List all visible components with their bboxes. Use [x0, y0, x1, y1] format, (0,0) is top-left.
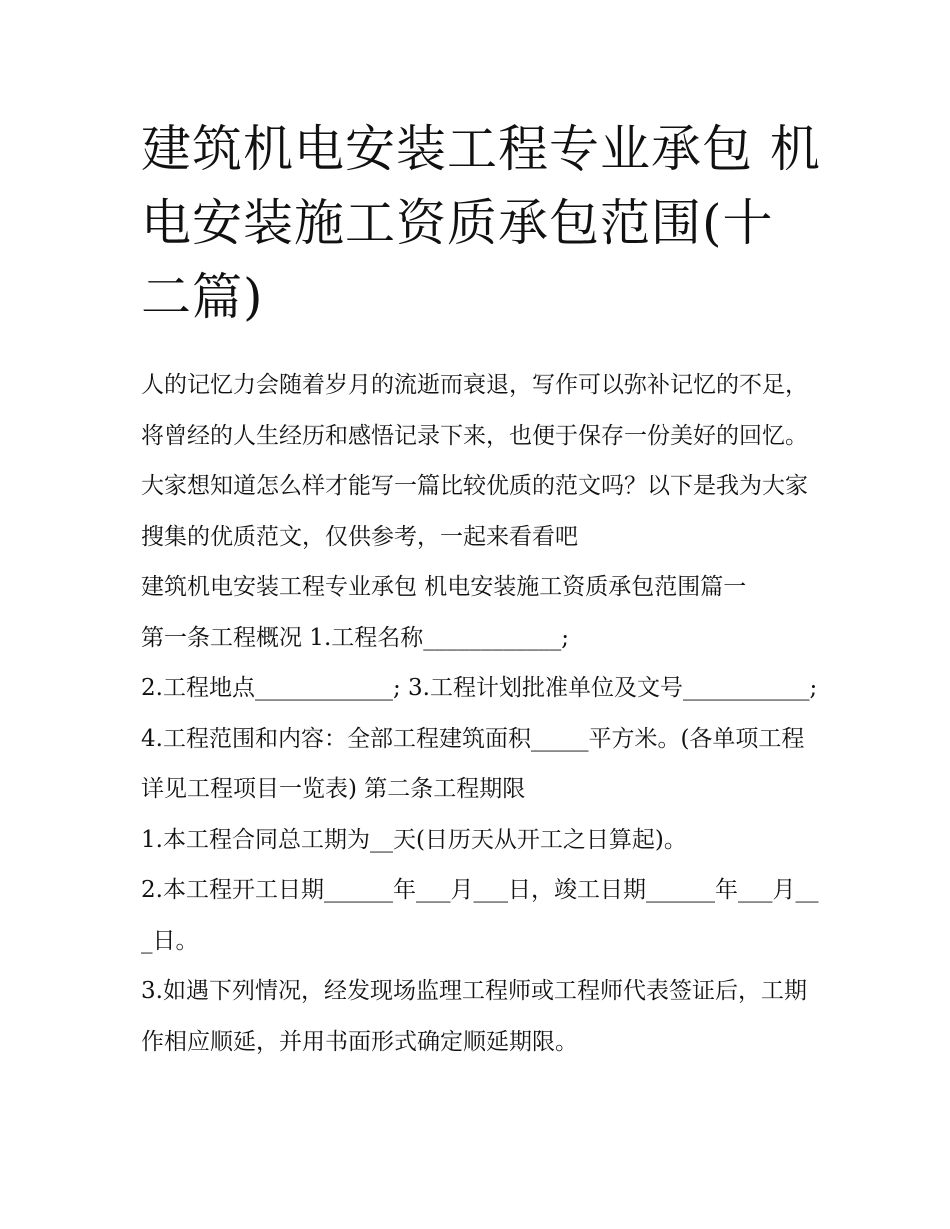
- section-heading: 建筑机电安装工程专业承包 机电安装施工资质承包范围篇一: [141, 574, 747, 600]
- document-title: 建筑机电安装工程专业承包 机电安装施工资质承包范围(十二篇): [141, 120, 821, 326]
- clause-project-scope: 4.工程范围和内容：全部工程建筑面积_____平方米。(各单项工程详见工程项目一览表) 第二条工程期限: [141, 725, 805, 802]
- clause-extension: 3.如遇下列情况，经发现场监理工程师或工程师代表签证后，工期作相应顺延，并用书面形式确定顺延期限。: [141, 978, 807, 1055]
- clause-project-location: 2.工程地点____________; 3.工程计划批准单位及文号___________;: [141, 675, 818, 701]
- clause-start-end-dates: 2.本工程开工日期______年___月___日，竣工日期______年___月___日。: [141, 877, 819, 954]
- clause-total-duration: 1.本工程合同总工期为__天(日历天从开工之日算起)。: [141, 826, 687, 853]
- document-body: [141, 360, 821, 1067]
- document-page: [141, 112, 821, 1067]
- intro-paragraph: 人的记忆力会随着岁月的流逝而衰退，写作可以弥补记忆的不足，将曾经的人生经历和感悟记录下来，也便于保存一份美好的回忆。大家想知道怎么样才能写一篇比较优质的范文吗？以下是我为大家搜集的优质范文，仅供参考，一起来看看吧: [141, 372, 808, 550]
- clause-project-name: 第一条工程概况 1.工程名称____________;: [141, 624, 570, 651]
